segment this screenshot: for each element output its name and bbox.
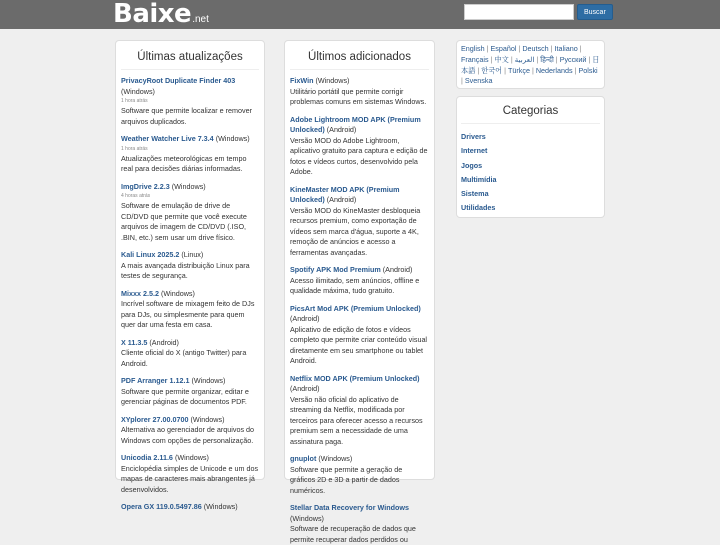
language-separator: | (529, 65, 536, 75)
item-link[interactable]: XYplorer 27.00.0700 (121, 414, 189, 424)
language-separator: | (484, 44, 491, 53)
item-title (121, 453, 259, 464)
list-item (121, 376, 259, 408)
list-item (121, 338, 259, 370)
language-separator: | (572, 65, 579, 75)
item-platform: (Windows) (171, 181, 206, 191)
list-item (121, 250, 259, 282)
language-separator: | (461, 76, 465, 86)
item-title (121, 338, 259, 349)
list-item (121, 182, 259, 244)
item-link[interactable]: Adobe Lightroom MOD APK (Premium Unlocked) (290, 114, 421, 134)
item-platform: (Windows) (174, 453, 209, 462)
search-input[interactable] (464, 4, 574, 20)
category-link[interactable]: Multimídia (461, 174, 497, 184)
list-item (290, 304, 429, 367)
item-platform: (Android) (149, 337, 179, 347)
item-title (290, 265, 429, 276)
list-item (290, 454, 429, 496)
item-description: Software que permite localizar e remover arquivos duplicados. (121, 106, 253, 126)
item-title (290, 454, 429, 465)
item-link[interactable]: KineMaster MOD APK (Premium Unlocked) (290, 184, 400, 204)
list-item (290, 503, 429, 545)
language-link[interactable]: Deutsch (522, 44, 549, 53)
language-separator: | (577, 44, 582, 53)
item-title (121, 376, 259, 387)
item-platform: (Windows) (203, 502, 238, 511)
language-link[interactable]: 한국어 (481, 65, 503, 75)
language-separator: | (488, 54, 495, 64)
list-item (121, 415, 259, 447)
item-title (290, 115, 429, 136)
language-link[interactable]: Svenska (464, 76, 493, 86)
top-bar (0, 0, 720, 29)
language-separator: | (502, 65, 508, 75)
item-description: Versão MOD do Adobe Lightroom, aplicativo gratuito para captura e edição de fotos e vídeos curtos, desenvolvido pela Adobe. (290, 135, 428, 176)
language-panel (456, 40, 605, 89)
item-platform: (Windows) (215, 134, 250, 143)
logo-text: Baixe (113, 0, 192, 29)
categories-panel (456, 96, 605, 218)
categories-list (461, 130, 600, 216)
category-link[interactable]: Jogos (461, 160, 483, 170)
item-description: Incrível software de mixagem feito de DJs para DJs, ou simplesmente para quem quer dar uma festa em casa. (121, 299, 255, 329)
latest-added-panel (284, 40, 435, 544)
item-description: Versão MOD do KineMaster desbloqueia recursos premium, como exportação de vídeos sem marca d'água, suporte a 4K, remoção de anúncios e acesso a ferramentas avançadas. (290, 205, 421, 257)
latest-updates-heading: Últimas atualizações (121, 51, 259, 70)
categories-heading: Categorias (461, 105, 600, 124)
language-link[interactable]: Русский (559, 54, 587, 64)
item-title (121, 502, 259, 513)
language-separator: | (516, 44, 523, 53)
item-link[interactable]: ImgDrive 2.2.3 (121, 181, 170, 191)
item-title (290, 304, 429, 325)
item-title (121, 134, 259, 145)
item-description: Versão não oficial do aplicativo de streaming da Netflix, modificada por terceiros para oferecer acesso a recursos premium sem a necessidade de uma assinatura paga. (290, 394, 423, 446)
language-link[interactable]: Español (490, 44, 517, 53)
item-link[interactable]: Kali Linux 2025.2 (121, 250, 180, 259)
list-item (290, 265, 429, 297)
item-description: Enciclopédia simples de Unicode e um dos mapas de caracteres mais abrangentes já desenvolvidos. (121, 463, 259, 494)
item-platform: (Android) (290, 314, 320, 323)
language-separator: | (534, 54, 541, 64)
language-link[interactable]: English (461, 44, 485, 53)
item-platform: (Android) (382, 265, 413, 274)
item-platform: (Android) (326, 195, 357, 204)
category-link[interactable]: Internet (461, 146, 488, 156)
item-description: Cliente oficial do X (antigo Twitter) para Android. (121, 348, 247, 368)
item-link[interactable]: Netflix MOD APK (Premium Unlocked) (290, 373, 420, 383)
language-link[interactable]: العربية (514, 54, 535, 64)
item-description: Software de emulação de drive de CD/DVD que permite que você execute arquivos de imagem de CD/DVD (.ISO, .BIN, etc.) sem usar um drive físico. (121, 201, 247, 242)
item-link[interactable]: Weather Watcher Live 7.3.4 (121, 134, 214, 143)
item-title (290, 503, 429, 524)
item-description: Software que permite organizar, editar e gerenciar páginas de documentos PDF. (121, 386, 249, 406)
item-link[interactable]: Stellar Data Recovery for Windows (290, 503, 409, 512)
category-link[interactable]: Drivers (461, 132, 486, 141)
language-separator: | (508, 54, 515, 64)
item-description: Software que permite a geração de gráficos 2D e 3D a partir de dados numéricos. (290, 464, 403, 495)
language-link[interactable]: हिन्दी (540, 54, 554, 64)
item-description: Atualizações meteorológicas em tempo real para decisões diárias informadas. (121, 153, 247, 173)
item-link[interactable]: PrivacyRoot Duplicate Finder 403 (121, 76, 236, 85)
item-description: Utilitário portátil que permite corrigir problemas comuns em sistemas Windows. (290, 86, 427, 106)
language-link[interactable]: 日本語 (461, 54, 600, 75)
language-link[interactable]: 中文 (494, 54, 509, 64)
list-item (121, 502, 259, 513)
item-link[interactable]: PDF Arranger 1.12.1 (121, 376, 190, 385)
item-platform: (Linux) (181, 250, 204, 259)
language-separator: | (548, 44, 555, 53)
item-title (121, 76, 259, 97)
item-title (290, 76, 429, 87)
item-link[interactable]: X 11.3.5 (121, 337, 148, 347)
latest-updates-panel (115, 40, 265, 511)
item-link[interactable]: Spotify APK Mod Premium (290, 265, 381, 274)
item-time: 1 hora atrás (121, 145, 148, 152)
latest-updates-list (121, 76, 259, 513)
latest-added-heading: Últimos adicionados (290, 51, 429, 70)
list-item (290, 115, 429, 178)
language-separator: | (586, 54, 593, 64)
logo-suffix: .net (192, 14, 209, 25)
list-item (290, 374, 429, 448)
item-description: Software de recuperação de dados que permite recuperar dados perdidos ou (290, 524, 416, 544)
item-link[interactable]: Unicodia 2.11.6 (121, 453, 173, 462)
search-form (464, 4, 613, 20)
search-button[interactable]: Buscar (577, 4, 613, 20)
item-title (290, 185, 429, 206)
list-item (290, 185, 429, 259)
item-link[interactable]: gnuplot (290, 454, 317, 463)
item-time: 4 horas atrás (121, 193, 151, 199)
category-link[interactable]: Utilidades (461, 203, 496, 213)
category-link[interactable]: Sistema (461, 189, 489, 199)
language-link[interactable]: Français (461, 54, 489, 64)
item-description: Acesso ilimitado, sem anúncios, offline e qualidade máxima, tudo gratuito. (290, 275, 420, 295)
item-title (121, 182, 259, 193)
item-title (121, 250, 259, 261)
item-platform: (Windows) (315, 76, 350, 85)
language-link[interactable]: Polski (578, 65, 598, 75)
language-separator: | (475, 65, 482, 75)
item-title (121, 415, 259, 426)
item-link[interactable]: PicsArt Mod APK (Premium Unlocked) (290, 303, 421, 313)
item-platform: (Windows) (318, 454, 353, 463)
item-platform: (Windows) (121, 86, 155, 96)
list-item (290, 76, 429, 108)
item-description: Alternativa ao gerenciador de arquivos do Windows com opções de personalização. (121, 425, 255, 445)
site-logo[interactable] (113, 0, 209, 29)
item-link[interactable]: Mixxx 2.5.2 (121, 288, 159, 298)
item-link[interactable]: Opera GX 119.0.5497.86 (121, 502, 202, 511)
latest-added-list (290, 76, 429, 545)
item-platform: (Android) (326, 125, 357, 134)
list-item (121, 134, 259, 175)
language-link[interactable]: Türkçe (507, 65, 530, 75)
item-platform: (Windows) (190, 414, 225, 424)
item-platform: (Windows) (290, 513, 324, 523)
item-title (290, 374, 429, 395)
language-link[interactable]: Italiano (554, 44, 578, 53)
item-platform: (Android) (290, 384, 320, 393)
list-item (121, 289, 259, 331)
item-platform: (Windows) (160, 288, 195, 298)
list-item (121, 76, 259, 127)
item-time: 1 hora atrás (121, 98, 148, 104)
item-link[interactable]: FixWin (290, 76, 314, 85)
item-description: Aplicativo de edição de fotos e vídeos completo que permite criar conteúdo visual diretamente em seu smartphone ou tablet Android. (290, 324, 428, 365)
item-description: A mais avançada distribuição Linux para testes de segurança. (121, 260, 250, 280)
list-item (121, 453, 259, 495)
item-platform: (Windows) (191, 376, 226, 385)
language-separator: | (553, 54, 560, 64)
language-link[interactable]: Nederlands (535, 65, 573, 75)
item-title (121, 289, 259, 300)
